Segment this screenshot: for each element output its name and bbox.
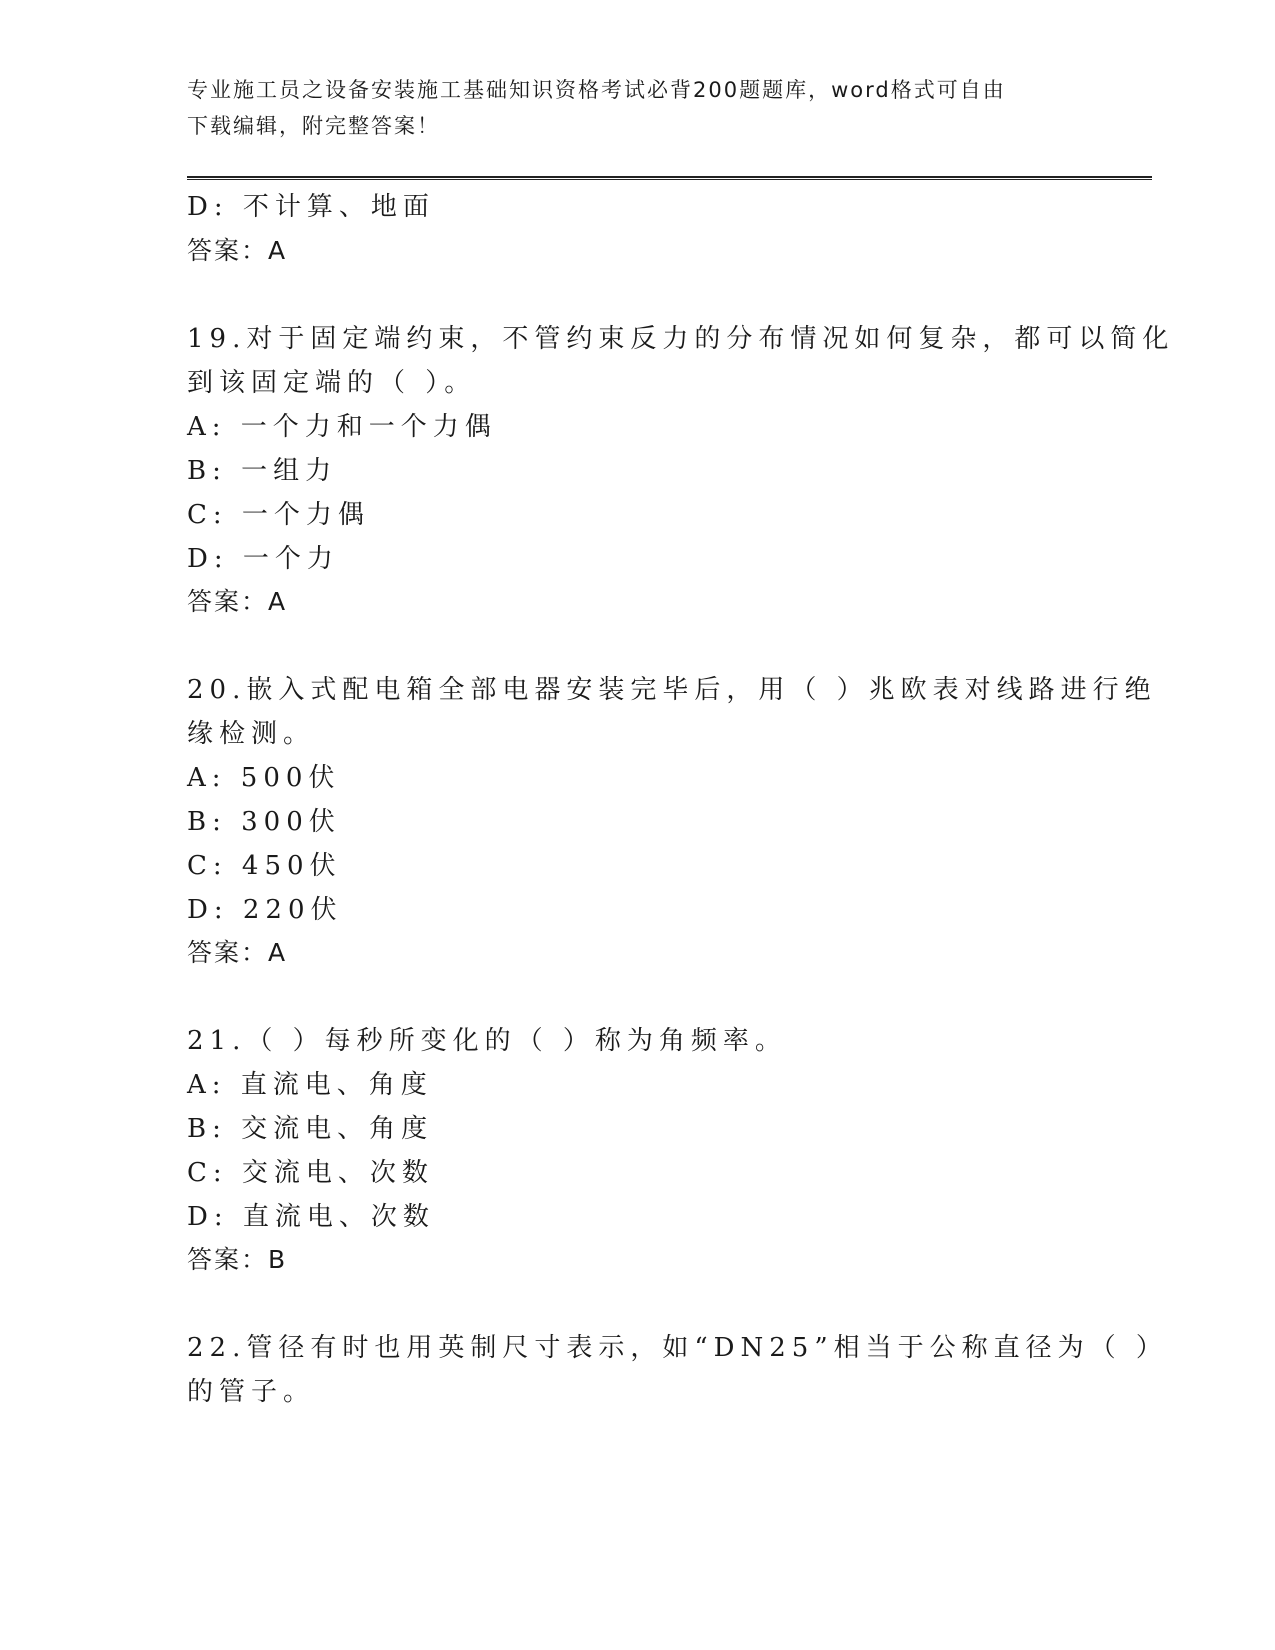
q20-stem-line-1: 20.嵌入式配电箱全部电器安装完毕后，用（ ）兆欧表对线路进行绝: [187, 675, 1157, 705]
q18-answer: 答案：A: [187, 236, 288, 265]
q18-option-d: D: 不计算、地面: [187, 192, 435, 222]
q19-stem-line-2: 到该固定端的（ ）。: [187, 368, 477, 398]
q20-option-a: A: 500伏: [187, 763, 341, 793]
q20-option-b: B: 300伏: [187, 807, 341, 837]
q20-stem-line-2: 缘检测。: [187, 719, 316, 749]
q19-option-d: D: 一个力: [187, 544, 339, 574]
q19-answer: 答案：A: [187, 587, 288, 616]
header-line-2: 下载编辑，附完整答案！: [187, 114, 440, 138]
q20-option-d: D: 220伏: [187, 895, 343, 925]
q22-stem-line-2: 的管子。: [187, 1377, 316, 1407]
q20-answer: 答案：A: [187, 938, 288, 967]
q21-option-a: A: 直流电、角度: [187, 1070, 433, 1100]
q20-option-c: C: 450伏: [187, 851, 342, 881]
document-header: [187, 72, 1067, 144]
q19-stem-line-1: 19.对于固定端约束，不管约束反力的分布情况如何复杂，都可以简化: [187, 324, 1175, 354]
q21-option-d: D: 直流电、次数: [187, 1202, 435, 1232]
q19-option-b: B: 一组力: [187, 456, 338, 486]
q21-option-c: C: 交流电、次数: [187, 1158, 434, 1188]
header-divider: [187, 176, 1152, 180]
q19-option-c: C: 一个力偶: [187, 500, 370, 530]
q21-stem-line-1: 21.（ ）每秒所变化的（ ）称为角频率。: [187, 1026, 787, 1056]
q21-option-b: B: 交流电、角度: [187, 1114, 434, 1144]
q19-option-a: A: 一个力和一个力偶: [187, 412, 497, 442]
q22-stem-line-1: 22.管径有时也用英制尺寸表示，如“DN25”相当于公称直径为（ ）: [187, 1333, 1168, 1363]
header-line-1: 专业施工员之设备安装施工基础知识资格考试必背200题题库，word格式可自由: [187, 78, 1006, 102]
q21-answer: 答案：B: [187, 1245, 288, 1274]
